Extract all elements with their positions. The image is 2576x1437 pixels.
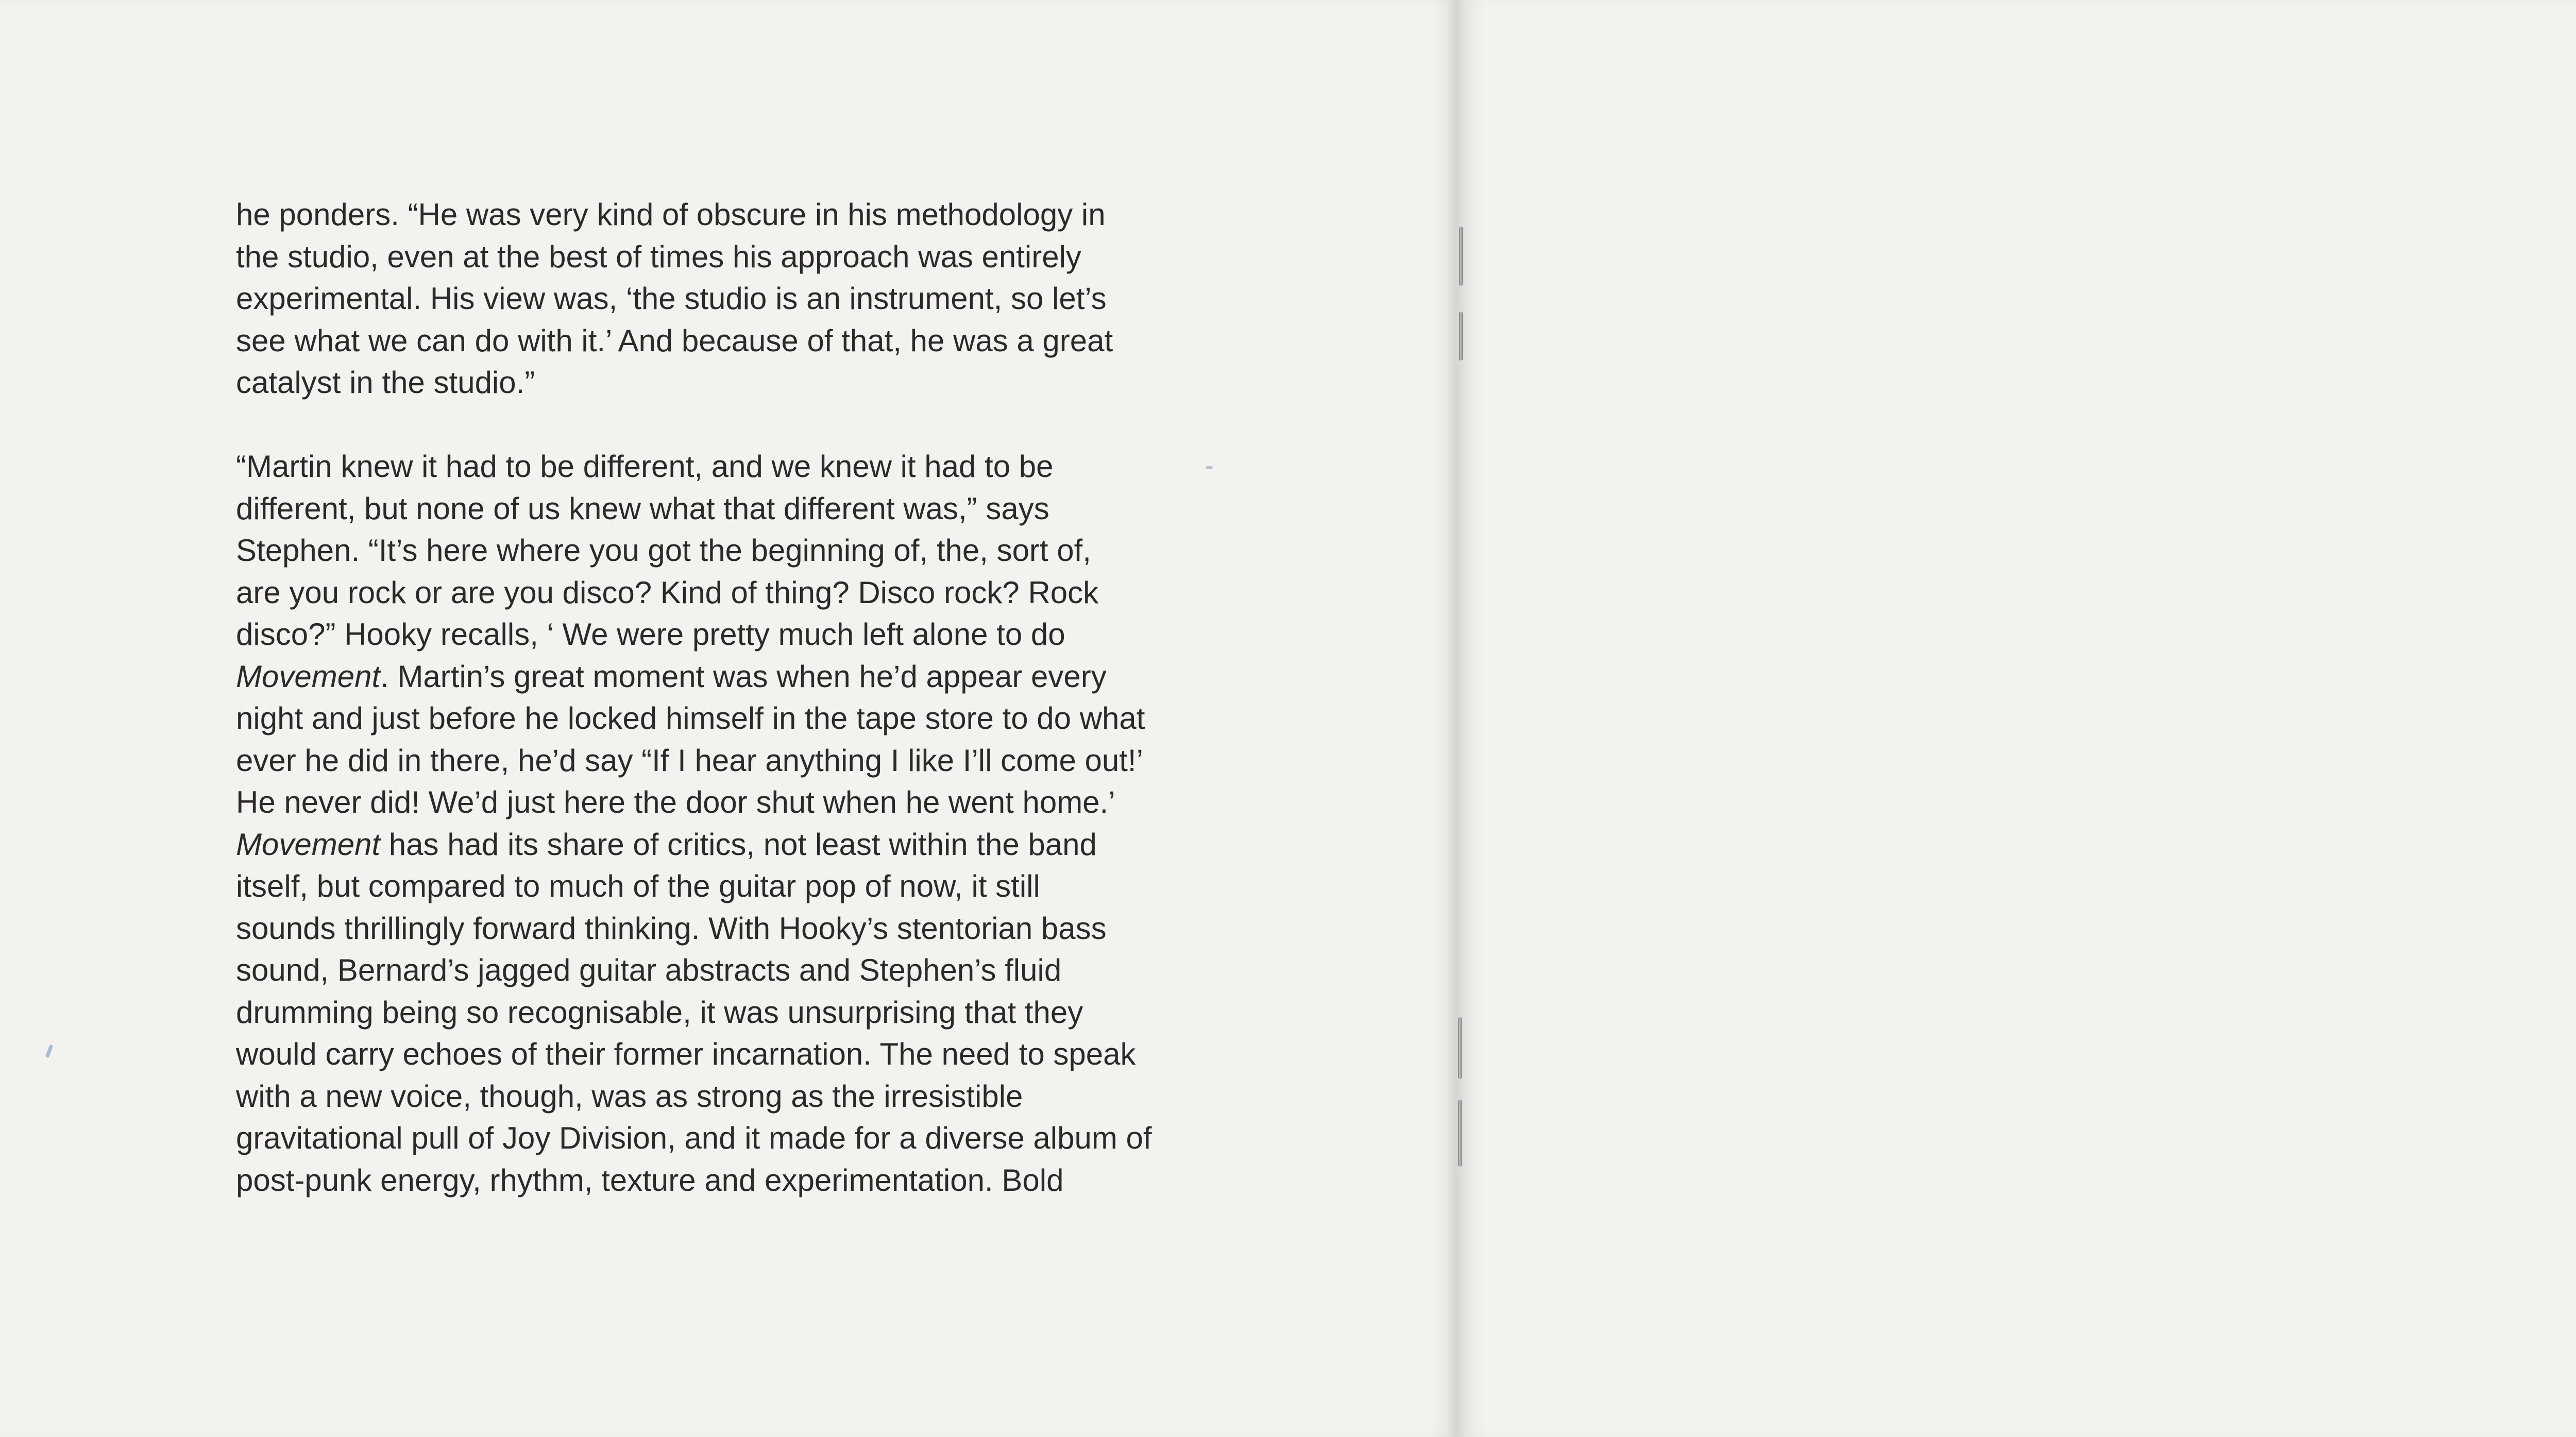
paper-speck [1206, 466, 1213, 469]
text-line [236, 865, 1390, 908]
text-line [236, 529, 1390, 572]
text-run: . Martin’s great moment was when he’d appear every [380, 659, 1107, 694]
italic-title: Movement [236, 827, 381, 862]
text-run: would carry echoes of their former incarnation. The need to speak [236, 1037, 1136, 1071]
text-line [236, 908, 1390, 950]
text-line [236, 613, 1390, 656]
text-run: he ponders. “He was very kind of obscure in his methodology in [236, 197, 1106, 232]
left-page-text [236, 194, 1390, 1201]
text-run: the studio, even at the best of times his approach was entirely [236, 239, 1081, 274]
text-run: see what we can do with it.’ And because of that, he was a great [236, 323, 1113, 358]
staple [1458, 1017, 1462, 1079]
text-run: night and just before he locked himself in the tape store to do what [236, 701, 1145, 735]
text-line [236, 320, 1390, 362]
text-line [236, 991, 1390, 1034]
text-line [236, 278, 1390, 320]
text-line [236, 781, 1390, 824]
text-run: different, but none of us knew what that different was,” says [236, 491, 1049, 526]
text-run: has had its share of critics, not least within the band [380, 827, 1097, 862]
text-line [236, 697, 1390, 740]
text-run: experimental. His view was, ‘the studio is an instrument, so let’s [236, 281, 1107, 316]
paper-speck [45, 1045, 53, 1058]
italic-title: Movement [236, 659, 381, 694]
text-run: post-punk energy, rhythm, texture and experimentation. Bold [236, 1162, 1064, 1198]
text-line [236, 1159, 1390, 1202]
text-line [236, 572, 1390, 614]
text-line [236, 824, 1390, 866]
text-line [236, 236, 1390, 278]
text-line [236, 362, 1390, 404]
text-run: are you rock or are you disco? Kind of thing? Disco rock? Rock [236, 575, 1099, 610]
text-line [236, 740, 1390, 782]
text-run: sound, Bernard’s jagged guitar abstracts and Stephen’s fluid [236, 953, 1062, 987]
text-line [236, 1075, 1390, 1118]
text-run: Stephen. “It’s here where you got the beginning of, the, sort of, [236, 533, 1091, 568]
text-run: He never did! We’d just here the door shut when he went home.’ [236, 785, 1115, 819]
text-line [236, 194, 1390, 236]
right-page [1462, 0, 2576, 1437]
text-run: “Martin knew it had to be different, and we knew it had to be [236, 449, 1054, 484]
staple [1459, 227, 1463, 286]
text-line [236, 1117, 1390, 1159]
staple [1459, 312, 1463, 361]
text-run: with a new voice, though, was as strong as the irresistible [236, 1079, 1023, 1114]
text-run: catalyst in the studio.” [236, 365, 535, 400]
text-line [236, 446, 1390, 488]
text-run: itself, but compared to much of the guitar pop of now, it still [236, 869, 1040, 903]
staple [1458, 1100, 1462, 1167]
text-line [236, 488, 1390, 530]
text-line [236, 1033, 1390, 1075]
text-run: disco?” Hooky recalls, ‘ We were pretty much left alone to do [236, 617, 1065, 652]
text-run: drumming being so recognisable, it was unsurprising that they [236, 995, 1083, 1030]
text-line [236, 656, 1390, 698]
text-run: sounds thrillingly forward thinking. With Hooky’s stentorian bass [236, 911, 1107, 946]
text-run: ever he did in there, he’d say “If I hear anything I like I’ll come out!’ [236, 743, 1143, 778]
text-line [236, 949, 1390, 991]
center-fold [1449, 0, 1466, 1437]
text-run: gravitational pull of Joy Division, and it made for a diverse album of [236, 1121, 1152, 1155]
